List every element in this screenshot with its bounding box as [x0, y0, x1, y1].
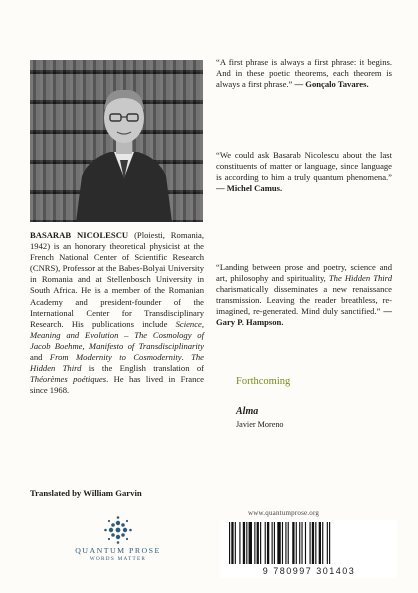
barcode-bar: [229, 522, 230, 564]
forthcoming-title: Alma: [236, 406, 259, 417]
barcode-bar: [315, 522, 316, 564]
translator-credit: Translated by William Garvin: [30, 488, 142, 498]
publisher-logo: [58, 515, 178, 562]
quote-author: — Gonçalo Tavares.: [294, 79, 369, 90]
publisher-name: QUANTUM PROSE: [75, 546, 161, 555]
barcode-bar: [288, 522, 289, 564]
barcode-bar: [257, 522, 259, 564]
barcode-bar: [305, 522, 306, 564]
barcode-bar: [272, 522, 273, 564]
author-photo: [30, 60, 203, 222]
barcode-bar: [310, 522, 311, 564]
barcode-bar: [243, 522, 245, 564]
author-biography: [30, 230, 204, 396]
bio-text-3: .: [181, 352, 192, 363]
quantum-flower-icon: [103, 515, 133, 545]
author-figure: [76, 80, 172, 222]
barcode-bar: [312, 522, 314, 564]
quote-text: charismatically disseminates a new renaissance transmission. Leaving the reader breathless, re-imagined, re-generated. Mind duly sanctified.”: [216, 284, 392, 317]
barcode-bar: [329, 522, 330, 564]
quote-text: “A first phrase is always a first phrase: it begins. And in these poetic theorems, each theorem is always a first phrase.”: [216, 57, 392, 90]
quote-text: “Landing between prose and poetry, science and art, philosophy and spirituality,: [216, 262, 392, 284]
bio-text-1: (Ploiesti, Romania, 1942) is an honorary theoretical physicist at the French National Center of Scientific Research (CNRS), Professor at the Babes-Bolyai University in Romania and at Stellenbosch University in South Africa. He is a member of the Romanian Academy and president-founder of the International Center for Transdisciplinary Research. His publications include: [30, 230, 204, 329]
publisher-tagline: WORDS MATTER: [89, 556, 147, 562]
barcode-bar: [327, 522, 328, 564]
forthcoming-author: Javier Moreno: [236, 420, 284, 429]
quote-camus: [216, 150, 392, 194]
publisher-website[interactable]: www.quantumprose.org: [248, 509, 320, 517]
bio-book-1: Science, Meaning and Evolution – The Cosmology of Jacob Boehme, Manifesto of Transdisciplinarity: [30, 318, 204, 351]
barcode-bar: [231, 522, 233, 564]
barcode-bar: [239, 522, 240, 564]
quote-author: — Gary P. Hampson.: [216, 306, 392, 328]
barcode-bar: [285, 522, 286, 564]
bio-text-4: is the English translation of: [81, 363, 205, 374]
bio-book-2: From Modernity to Cosmodernity: [49, 352, 182, 363]
barcode-bar: [319, 522, 321, 564]
barcode-bar: [235, 522, 236, 564]
barcode-bars: [221, 520, 397, 566]
barcode-bar: [254, 522, 255, 564]
bio-text-2: and: [30, 352, 50, 363]
isbn-barcode: [221, 520, 397, 578]
barcode-bar: [296, 522, 297, 564]
barcode-bar: [282, 522, 283, 564]
quote-hampson: [216, 262, 392, 329]
barcode-bar: [246, 522, 247, 564]
barcode-bar: [267, 522, 269, 564]
bio-book-4: Théorèmes poétiques: [30, 374, 107, 385]
barcode-bar: [299, 522, 300, 564]
barcode-bar: [322, 522, 323, 564]
quote-author: — Michel Camus.: [216, 183, 283, 194]
quote-book-title: The Hidden Third: [328, 273, 392, 284]
barcode-bar: [249, 522, 252, 564]
isbn-number: 9 780997 301403: [262, 566, 356, 576]
author-name: BASARAB NICOLESCU: [30, 230, 129, 240]
bio-text-5: . He has lived in France since 1968.: [30, 374, 204, 396]
barcode-bar: [274, 522, 275, 564]
barcode-bar: [301, 522, 302, 564]
forthcoming-heading: Forthcoming: [236, 376, 291, 387]
quote-text: “We could ask Basarab Nicolescu about the last constituents of matter or language, since language is according to him a truly quantum phenomena.”: [216, 150, 392, 183]
quote-tavares: [216, 57, 392, 90]
barcode-bar: [292, 522, 294, 564]
barcode-bar: [277, 522, 280, 564]
bio-book-3: The Hidden Third: [30, 352, 204, 374]
barcode-bar: [260, 522, 261, 564]
barcode-bar: [265, 522, 266, 564]
